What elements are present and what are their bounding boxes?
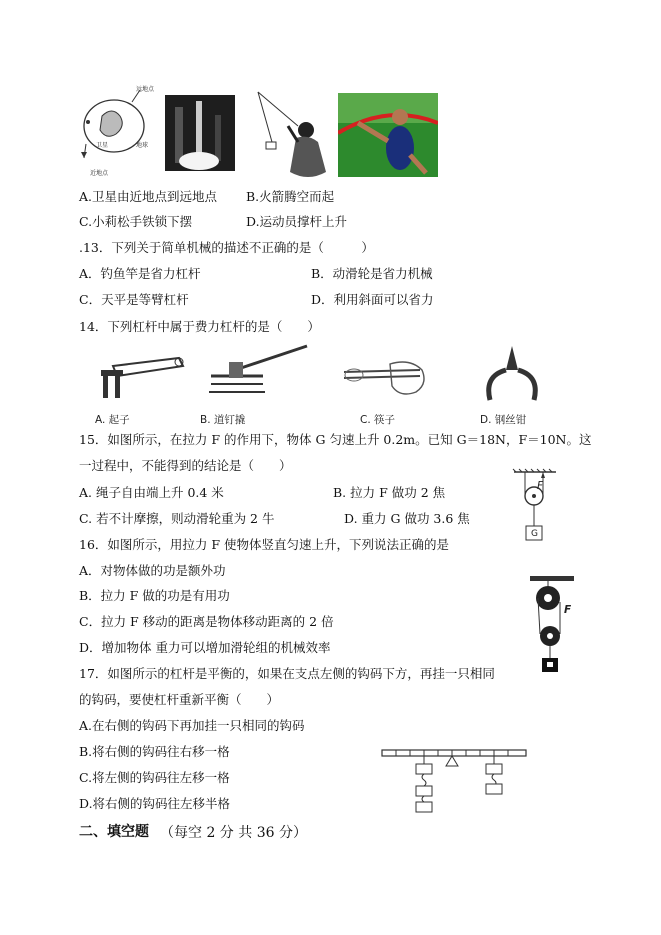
q14-stem: 14．下列杠杆中属于费力杠杆的是（ ） xyxy=(79,319,320,334)
q13-option-a: A．钓鱼竿是省力杠杆 xyxy=(79,266,201,281)
q15-option-b: B. 拉力 F 做功 2 焦 xyxy=(333,485,446,500)
q15-stem-line2: 一过程中，不能得到的结论是（ ） xyxy=(79,458,292,473)
orbit-label-satellite: 卫星 xyxy=(96,142,109,149)
spike-bar-figure xyxy=(205,344,310,400)
q14-caption-a: A. 起子 xyxy=(95,414,130,426)
q14-caption-b: B. 道钉撬 xyxy=(200,414,246,426)
orbit-label-near: 近地点 xyxy=(90,170,109,177)
q14-caption-c: C. 筷子 xyxy=(360,414,396,426)
rocket-launch-photo xyxy=(165,95,235,171)
q12-option-a: A.卫星由近地点到远地点 xyxy=(79,189,218,204)
q17-option-c: C.将左侧的钩码往左移一格 xyxy=(79,770,230,785)
q13-stem: .13．下列关于简单机械的描述不正确的是（ ） xyxy=(79,240,374,255)
q14-caption-d: D. 钢丝钳 xyxy=(480,414,527,426)
pole-vault-photo xyxy=(338,93,438,177)
q17-option-b: B.将右侧的钩码往右移一格 xyxy=(79,744,230,759)
q12-option-b: B.火箭腾空而起 xyxy=(246,189,335,204)
q13-option-b: B．动滑轮是省力机械 xyxy=(311,266,433,281)
q15-option-c: C. 若不计摩擦，则动滑轮重为 2 牛 xyxy=(79,511,275,526)
orbit-label-far: 远地点 xyxy=(136,86,155,93)
wire-pliers-figure xyxy=(482,342,542,402)
q15-option-d: D. 重力 G 做功 3.6 焦 xyxy=(344,511,470,526)
q17-stem-line1: 17．如图所示的杠杆是平衡的，如果在支点左侧的钩码下方，再挂一只相同 xyxy=(79,666,495,681)
q12-option-d: D.运动员撑杆上升 xyxy=(246,214,348,229)
section2-score-note: （每空 2 分 共 36 分） xyxy=(160,825,307,841)
lever-balance-figure xyxy=(380,744,530,814)
q17-option-d: D.将右侧的钩码往左移半格 xyxy=(79,796,231,811)
q15-option-a: A. 绳子自由端上升 0.4 米 xyxy=(79,485,224,500)
q12-option-c: C.小莉松手铁锁下摆 xyxy=(79,214,193,229)
q13-option-c: C．天平是等臂杠杆 xyxy=(79,292,189,307)
q16-stem: 16．如图所示，用拉力 F 使物体竖直匀速上升，下列说法正确的是 xyxy=(79,537,450,552)
pendulum-lock-figure xyxy=(248,90,333,185)
q17-stem-line2: 的钩码，要使杠杆重新平衡（ ） xyxy=(79,692,280,707)
q15-fig-label-g: G xyxy=(531,529,538,539)
chopsticks-figure xyxy=(340,348,430,400)
pulley-block-figure xyxy=(528,574,576,676)
q15-stem-line1: 15．如图所示，在拉力 F 的作用下，物体 G 匀速上升 0.2m。已知 G＝18N，F＝10N。这 xyxy=(79,432,592,447)
bottle-opener-figure xyxy=(95,352,190,400)
orbit-label-earth: 地球 xyxy=(136,142,149,149)
q13-option-d: D．利用斜面可以省力 xyxy=(311,292,434,307)
section2-title: 二、填空题 xyxy=(79,824,149,840)
q16-option-c: C．拉力 F 移动的距离是物体移动距离的 2 倍 xyxy=(79,614,334,629)
q15-fig-label-f: F xyxy=(537,480,544,492)
q16-fig-label-f: F xyxy=(564,604,572,616)
q16-option-d: D．增加物体 重力可以增加滑轮组的机械效率 xyxy=(79,640,331,655)
q17-option-a: A.在右侧的钩码下再加挂一只相同的钩码 xyxy=(79,718,305,733)
q16-option-a: A．对物体做的功是额外功 xyxy=(79,563,226,578)
q16-option-b: B．拉力 F 做的功是有用功 xyxy=(79,588,230,603)
satellite-orbit-figure xyxy=(80,86,150,181)
